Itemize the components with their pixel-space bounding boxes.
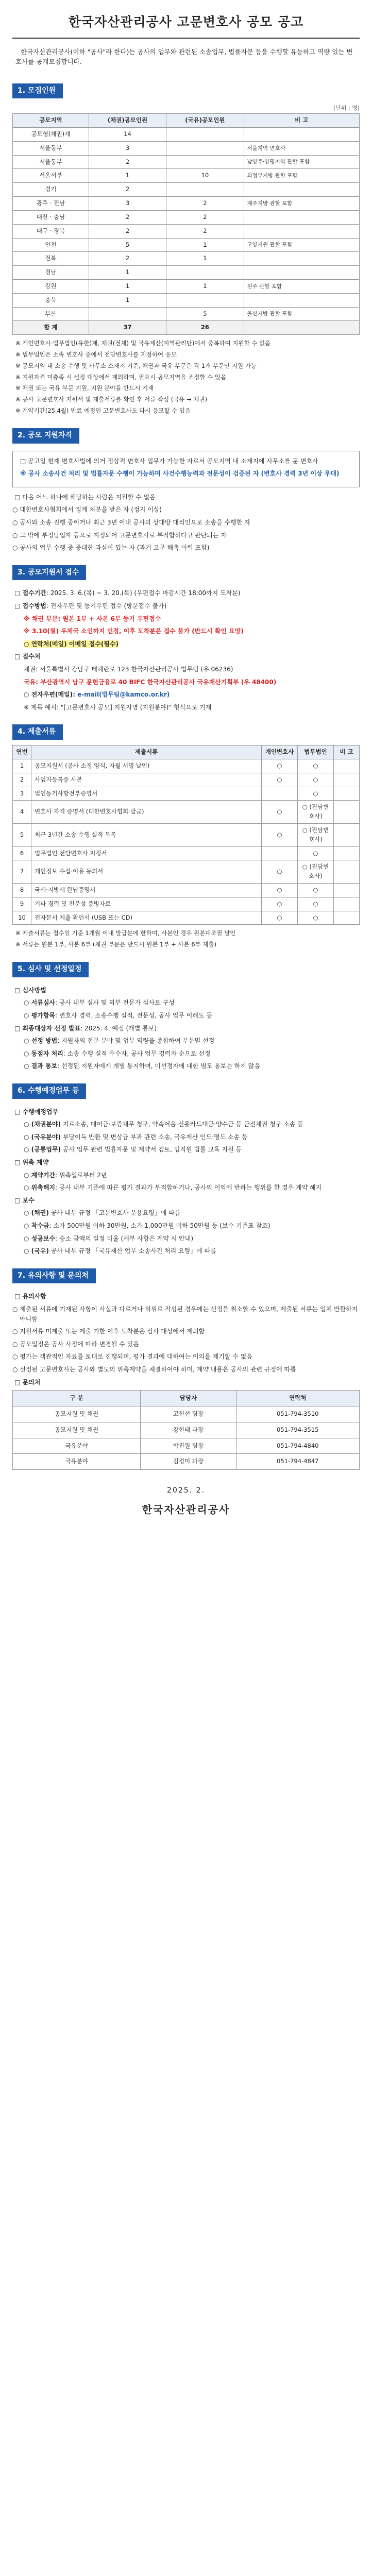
note-item: ※ 개인변호사·법무법인(유한)계, 채권(전체) 및 국유재산(지역관리단)에서 중복하여 지원할 수 없음 (15, 340, 271, 347)
cell-division: 공모지원 및 채권 (13, 1406, 141, 1422)
cell-memo (334, 884, 360, 897)
cell-note: 고양지원 관할 포함 (244, 238, 359, 252)
place-note: 국유: 부산광역시 남구 문현금융로 40 BIFC 한국자산관리공사 국유재산기획부 (우 48400) (24, 678, 277, 686)
cell-personal: ○ (262, 911, 298, 925)
schedule-items (12, 986, 360, 1071)
cell-bond: 1 (89, 293, 166, 307)
document-notes (15, 929, 360, 950)
method-label: □ 접수방법 (14, 602, 46, 610)
table-row (13, 801, 360, 824)
unit-label: (단위 : 명) (333, 105, 360, 112)
table-row (13, 128, 360, 142)
method-row (14, 601, 360, 611)
item-text: : 지원자의 전문 분야 및 업무 역량을 종합하여 부문별 선정 (57, 1037, 215, 1045)
footer-date: 2025. 2. (167, 1486, 205, 1495)
item-text: 공사 내부 규정 「국유재산 업무 소송사건 처리 요령」에 따름 (48, 1247, 216, 1255)
section-2-heading: 2. 공모 지원자격 (12, 428, 79, 444)
col-phone: 연락처 (236, 1391, 359, 1406)
cell-bond: 37 (89, 321, 166, 335)
cell-note: 서울지역 변호사 (244, 141, 359, 155)
list-item: ○ 선정된 고문변호사는 공사와 별도의 위촉계약을 체결하여야 하며, 계약 내용은 공사의 관련 규정에 따름 (12, 1365, 296, 1373)
cell-person: 강현태 과장 (141, 1422, 236, 1438)
section-4-heading: 4. 제출서류 (12, 724, 63, 740)
recruit-table (12, 113, 360, 335)
caution-list (12, 1304, 360, 1375)
table-row (13, 787, 360, 801)
cell-person: 박진원 팀장 (141, 1438, 236, 1454)
email-row (24, 690, 360, 700)
cell-doc: 개인정보 수집·이용 동의서 (31, 860, 262, 884)
table-row (13, 759, 360, 773)
cell-region: 경기 (13, 183, 89, 197)
cell-personal: ○ (262, 884, 298, 897)
cell-region: 서울동부 (13, 141, 89, 155)
cell-region: 인천 (13, 238, 89, 252)
note-item: ※ 채권 또는 국유 부문 지원, 지원 분야를 반드시 기재 (15, 384, 154, 392)
method-warning-2: ※ 3.10(월) 우체국 소인까지 인정, 이후 도착분은 접수 불가 (반드시 확인 요망) (24, 628, 244, 635)
cell-gov: 1 (166, 279, 244, 293)
section-1-heading: 1. 모집인원 (12, 83, 63, 99)
item-label: ○ 성공보수 (24, 1234, 56, 1242)
cell-firm: ○ (298, 759, 334, 773)
cell-firm: ○ (전담변호사) (298, 823, 334, 846)
cell-gov: 10 (166, 169, 244, 183)
cell-memo (334, 846, 360, 860)
item-label: ○ 계약기간 (24, 1171, 56, 1179)
cell-personal: ○ (262, 823, 298, 846)
list-item: ○ 공사와 소송 진행 중이거나 최근 3년 이내 공사의 상대방 대리인으로 소송을 수행한 자 (12, 518, 250, 526)
place-value: 채권: 서울특별시 강남구 테헤란로 123 한국자산관리공사 법무팀 (우 06236) (24, 666, 233, 673)
note-item: ※ 공사 고문변호사 지원서 및 제출서류를 확인 후 서류 작성 (국유 → 채권) (15, 396, 208, 403)
col-bond: (채권)공모인원 (89, 114, 166, 128)
cell-doc: 전자문서 제출 확인서 (USB 또는 CD) (31, 911, 262, 925)
note-item: ※ 제출서류는 접수일 기준 1개월 이내 발급분에 한하며, 사본인 경우 원본대조필 날인 (15, 929, 236, 937)
cell-region: 부산 (13, 307, 89, 321)
cell-bond: 1 (89, 266, 166, 280)
cell-note: 원주 관할 포함 (244, 279, 359, 293)
intro-paragraph: 한국자산관리공사(이하 "공사"라 한다)는 공사의 업무와 관련된 소송업무, 법률자문 등을 수행할 유능하고 역량 있는 변호사를 공개모집합니다. (15, 47, 353, 66)
table-row (13, 183, 360, 197)
col-region: 공모지역 (13, 114, 89, 128)
cell-gov: 2 (166, 197, 244, 211)
cell-gov (166, 266, 244, 280)
cell-personal: ○ (262, 801, 298, 824)
cell-bond: 2 (89, 210, 166, 224)
cell-personal: ○ (262, 773, 298, 787)
item-text: 지료소송, 대여금·보증채무 청구, 약속어음·신용카드대금·양수금 등 금전채권 청구 소송 등 (61, 1121, 303, 1128)
cell-bond: 3 (89, 197, 166, 211)
qualification-note: ※ 공사 소송사건 처리 및 법률자문 수행이 가능하며 사건수행능력과 전문성이 검증된 자 (변호사 경력 3년 이상 우대) (20, 470, 340, 478)
item-label: □ 수행예정업무 (14, 1108, 59, 1115)
note-item: ※ 법무법인은 소속 변호사 중에서 전담변호사를 지정하여 응모 (15, 351, 177, 359)
cell-doc: 법무법인 전담변호사 지정서 (31, 846, 262, 860)
item-text: : 소송 수행 실적 우수자, 공사 업무 경력자 순으로 선정 (63, 1049, 211, 1057)
table-row (13, 911, 360, 925)
cell-phone: 051-794-3515 (236, 1422, 359, 1438)
table-row (13, 897, 360, 911)
item-row (14, 1196, 360, 1206)
total-row (13, 321, 360, 335)
item-text: : 선정된 지원자에게 개별 통지하며, 미선정자에 대한 별도 통보는 하지 않음 (57, 1062, 260, 1070)
item-label: ○ 서류심사 (24, 999, 56, 1007)
place-label: □ 접수처 (14, 653, 41, 660)
qualification-box (12, 451, 360, 487)
table-row (13, 279, 360, 293)
cell-personal: ○ (262, 759, 298, 773)
item-row (14, 1024, 360, 1033)
item-row (24, 1183, 360, 1193)
item-row (24, 1246, 360, 1256)
cell-region: 경남 (13, 266, 89, 280)
cell-no: 1 (13, 759, 31, 773)
cell-memo (334, 759, 360, 773)
cell-person: 김정미 과장 (141, 1454, 236, 1470)
cell-firm: ○ (298, 773, 334, 787)
cell-gov: 1 (166, 252, 244, 266)
table-row (13, 238, 360, 252)
cell-no: 10 (13, 911, 31, 925)
cell-note: 울산지방 관할 포함 (244, 307, 359, 321)
note-item: ※ 서류는 원본 1부, 사본 6부 (채권 부문은 반드시 원본 1부 + 사본 6부 제출) (15, 941, 217, 948)
list-item: ○ 제출된 서류에 기재된 사항이 사실과 다르거나 허위로 작성된 경우에는 선정을 취소할 수 있으며, 제출된 서류는 일체 반환하지 아니함 (12, 1306, 358, 1323)
cell-gov (166, 293, 244, 307)
cell-region: 서울서부 (13, 169, 89, 183)
cell-gov: 2 (166, 210, 244, 224)
col-firm: 법무법인 (298, 745, 334, 759)
cell-bond: 1 (89, 279, 166, 293)
cell-note (244, 321, 359, 335)
cell-personal (262, 787, 298, 801)
cell-firm: ○ (298, 787, 334, 801)
method-value: : 전자우편 및 등기우편 접수 (방문접수 불가) (46, 602, 167, 610)
cell-no: 9 (13, 897, 31, 911)
cell-person: 고현선 팀장 (141, 1406, 236, 1422)
item-text: : 소가 500만원 이하 30만원, 소가 1,000만원 이하 50만원 등 (보수 기준표 참조) (49, 1222, 270, 1229)
cell-region: 공모형(채권)계 (13, 128, 89, 142)
cell-gov: 1 (166, 238, 244, 252)
cell-memo (334, 823, 360, 846)
email-label: ○ 전자우편(메일) (24, 691, 73, 699)
period-row (14, 588, 360, 598)
note-item: ※ 공모지역 내 소송 수행 및 사무소 소재지 기준, 채권과 국유 부문은 각 1개 부문만 지원 가능 (15, 362, 257, 369)
footer-org: 한국자산관리공사 (142, 1503, 230, 1516)
item-label: ○ 동점자 처리 (24, 1049, 63, 1057)
period-value: : 2025. 3. 6.(목) ~ 3. 20.(목) (우편접수 마감시간 18:00까지 도착분) (46, 589, 241, 597)
cell-note (244, 252, 359, 266)
item-text: : 공사 내부 심사 및 외부 전문가 심사로 구성 (55, 999, 175, 1007)
cell-bond: 14 (89, 128, 166, 142)
cell-region: 합 계 (13, 321, 89, 335)
list-item: ○ 공사의 업무 수행 중 중대한 과실이 있는 자 (과거 고문 해촉 이력 포함) (12, 544, 210, 552)
cell-doc: 변호사 자격 증명서 (대한변호사협회 발급) (31, 801, 262, 824)
exclusion-list (12, 505, 360, 552)
section-3-heading: 3. 공모지원서 접수 (12, 565, 86, 581)
cell-doc: 사업자등록증 사본 (31, 773, 262, 787)
duty-items (12, 1107, 360, 1256)
cell-region: 강원 (13, 279, 89, 293)
cell-region: 대구 · 경북 (13, 224, 89, 238)
cell-gov: 5 (166, 307, 244, 321)
contact-table (12, 1390, 360, 1470)
cell-gov (166, 128, 244, 142)
item-row (24, 998, 360, 1008)
list-item: ○ 지원서류 미제출 또는 제출 기한 이후 도착분은 심사 대상에서 제외함 (12, 1328, 205, 1335)
caution-label: □ 유의사항 (14, 1293, 46, 1300)
item-label: ○ (채권분야) (24, 1121, 61, 1128)
cell-no: 8 (13, 884, 31, 897)
table-row (13, 1422, 360, 1438)
cell-region: 대전 · 충남 (13, 210, 89, 224)
cell-bond: 3 (89, 141, 166, 155)
item-text: 공사 업무 관련 법률자문 및 계약서 검토, 임직원 법률 교육 지원 등 (61, 1146, 242, 1154)
item-text: : 공사 내부 기준에 따른 평가 결과가 부적합하거나, 공사의 이익에 반하는 행위를 한 경우 계약 해지 (55, 1184, 322, 1192)
cell-memo (334, 773, 360, 787)
cell-memo (334, 897, 360, 911)
cell-memo (334, 801, 360, 824)
item-row (14, 1107, 360, 1117)
table-row (13, 293, 360, 307)
email-note: ※ 제목 예시: "[고문변호사 공모] 지원자명 (지원분야)" 형식으로 기재 (24, 703, 212, 711)
section-6-heading: 6. 수행예정업무 등 (12, 1083, 86, 1099)
place-row (14, 652, 360, 662)
table-row (13, 169, 360, 183)
cell-doc: 기타 경력 및 전문성 증빙자료 (31, 897, 262, 911)
contact-label: □ 문의처 (14, 1378, 41, 1386)
cell-doc: 법인등기사항전부증명서 (31, 787, 262, 801)
col-memo: 비 고 (334, 745, 360, 759)
method-warning: ※ 채권 부문: 원본 1부 + 사본 6부 등기 우편접수 (24, 615, 161, 622)
item-label: □ 보수 (14, 1196, 35, 1204)
cell-gov: 2 (166, 224, 244, 238)
item-row (24, 1234, 360, 1244)
exclusion-intro: □ 다음 어느 하나에 해당하는 사람은 지원할 수 없음 (14, 493, 156, 501)
cell-firm: ○ (298, 897, 334, 911)
item-text: : 2025. 4. 예정 (개별 통보) (80, 1024, 157, 1032)
cell-firm: ○ (전담변호사) (298, 860, 334, 884)
cell-firm: ○ (전담변호사) (298, 801, 334, 824)
cell-doc: 공모지원서 (공사 소정 양식, 자필 서명 날인) (31, 759, 262, 773)
item-row (24, 1049, 360, 1059)
list-item: ○ 평가는 객관적인 자료를 토대로 진행되며, 평가 결과에 대하여는 이의를 제기할 수 없음 (12, 1353, 252, 1361)
item-text: : 변호사 경력, 소송수행 실적, 전문성, 공사 업무 이해도 등 (55, 1011, 212, 1019)
col-note: 비 고 (244, 114, 359, 128)
cell-gov (166, 183, 244, 197)
cell-bond: 5 (89, 238, 166, 252)
cell-no: 3 (13, 787, 31, 801)
list-item: ○ 그 밖에 부정당업자 등으로 지정되어 고문변호사로 부적합하다고 판단되는 자 (12, 531, 227, 539)
cell-phone: 051-794-3510 (236, 1406, 359, 1422)
cell-firm: ○ (298, 846, 334, 860)
item-label: □ 위촉 계약 (14, 1158, 49, 1166)
mail-label: ○ 연락처(메일) 이메일 접수(필수) (24, 640, 119, 648)
cell-personal: ○ (262, 860, 298, 884)
item-row (24, 1011, 360, 1021)
item-row (24, 1145, 360, 1155)
cell-note (244, 266, 359, 280)
cell-firm: ○ (298, 911, 334, 925)
cell-memo (334, 911, 360, 925)
cell-note (244, 293, 359, 307)
cell-phone: 051-794-4840 (236, 1438, 359, 1454)
section-7-heading: 7. 유의사항 및 문의처 (12, 1268, 96, 1284)
item-label: ○ 착수금 (24, 1222, 49, 1229)
item-row (24, 1208, 360, 1218)
col-doc: 제출서류 (31, 745, 262, 759)
cell-personal: ○ (262, 897, 298, 911)
cell-memo (334, 787, 360, 801)
cell-region: 서울동부 (13, 155, 89, 169)
table-row (13, 224, 360, 238)
cell-note: 제주지방 관할 포함 (244, 197, 359, 211)
table-row (13, 210, 360, 224)
col-personal: 개인변호사 (262, 745, 298, 759)
cell-region: 전북 (13, 252, 89, 266)
item-label: ○ (공통업무) (24, 1146, 61, 1154)
cell-personal (262, 846, 298, 860)
cell-doc: 최근 3년간 소송 수행 실적 목록 (31, 823, 262, 846)
table-row (13, 141, 360, 155)
col-gov: (국유)공모인원 (166, 114, 244, 128)
cell-memo (334, 860, 360, 884)
item-label: □ 심사방법 (14, 986, 46, 994)
cell-gov (166, 141, 244, 155)
note-item: ※ 지원자격 미충족 시 선정 대상에서 제외하며, 필요시 공모지역을 조정할 수 있음 (15, 373, 226, 381)
table-row (13, 252, 360, 266)
table-row (13, 773, 360, 787)
cell-gov: 26 (166, 321, 244, 335)
cell-region: 광주 · 전남 (13, 197, 89, 211)
cell-no: 2 (13, 773, 31, 787)
item-row (24, 1061, 360, 1071)
cell-division: 국유분야 (13, 1454, 141, 1470)
item-label: ○ (채권) (24, 1209, 49, 1217)
table-row (13, 846, 360, 860)
item-label: ○ 결과 통보 (24, 1062, 58, 1070)
email-link[interactable]: : e-mail(법무팀@kamco.or.kr) (73, 691, 170, 699)
cell-note: 의정부지방 관할 포함 (244, 169, 359, 183)
cell-no: 7 (13, 860, 31, 884)
item-label: ○ (국유) (24, 1247, 49, 1255)
table-row (13, 1438, 360, 1454)
section-5-heading: 5. 심사 및 선정일정 (12, 962, 89, 977)
item-row (24, 1221, 360, 1231)
cell-bond (89, 307, 166, 321)
cell-doc: 국세·지방세 완납증명서 (31, 884, 262, 897)
cell-division: 공모지원 및 채권 (13, 1422, 141, 1438)
cell-no: 4 (13, 801, 31, 824)
cell-note (244, 224, 359, 238)
recruit-notes (15, 339, 360, 416)
col-person: 담당자 (141, 1391, 236, 1406)
item-row (24, 1120, 360, 1129)
item-label: □ 최종대상자 선정 발표 (14, 1024, 81, 1032)
table-row (13, 307, 360, 321)
item-row (14, 1158, 360, 1167)
qualification-main: □ 공고일 현재 변호사법에 의거 정상적 변호사 업무가 가능한 자로서 공모지역 내 소재지에 사무소를 둔 변호사 (20, 457, 318, 465)
col-no: 연번 (13, 745, 31, 759)
item-label: ○ 위촉해지 (24, 1184, 56, 1192)
note-item: ※ 계약기간(25.4월) 만료 예정인 고문변호사도 다시 응모할 수 있음 (15, 407, 191, 415)
item-row (24, 1036, 360, 1046)
period-label: □ 접수기간 (14, 589, 46, 597)
table-row (13, 1406, 360, 1422)
cell-note (244, 128, 359, 142)
table-row (13, 1454, 360, 1470)
list-item: ○ 대한변호사협회에서 징계 처분을 받은 자 (정지 이상) (12, 506, 162, 514)
cell-bond: 2 (89, 155, 166, 169)
table-row (13, 860, 360, 884)
table-row (13, 823, 360, 846)
cell-bond: 2 (89, 183, 166, 197)
item-row (24, 1171, 360, 1180)
table-row (13, 266, 360, 280)
cell-division: 국유분야 (13, 1438, 141, 1454)
item-label: ○ 평가항목 (24, 1011, 56, 1019)
cell-firm: ○ (298, 884, 334, 897)
cell-region: 충북 (13, 293, 89, 307)
item-row (24, 1132, 360, 1142)
documents-table (12, 745, 360, 925)
cell-gov (166, 155, 244, 169)
cell-bond: 2 (89, 252, 166, 266)
cell-bond: 1 (89, 169, 166, 183)
page-title: 한국자산관리공사 고문변호사 공모 공고 (12, 9, 360, 39)
list-item: ○ 공모일정은 공사 사정에 따라 변경될 수 있음 (12, 1340, 139, 1348)
item-row (14, 986, 360, 995)
item-text: : 위촉일로부터 2년 (55, 1171, 107, 1179)
item-text: 부당이득 반환 및 변상금 부과 관련 소송, 국유재산 인도·명도 소송 등 (61, 1133, 248, 1141)
cell-phone: 051-794-4847 (236, 1454, 359, 1470)
table-row (13, 155, 360, 169)
item-text: : 승소 금액의 일정 비율 (세부 사항은 계약 시 안내) (55, 1234, 194, 1242)
cell-note (244, 183, 359, 197)
cell-note (244, 210, 359, 224)
cell-no: 6 (13, 846, 31, 860)
cell-no: 5 (13, 823, 31, 846)
table-row (13, 884, 360, 897)
table-row (13, 197, 360, 211)
cell-bond: 2 (89, 224, 166, 238)
col-division: 구 분 (13, 1391, 141, 1406)
cell-note: 남양주·양평지역 관할 포함 (244, 155, 359, 169)
item-label: ○ 선정 방법 (24, 1037, 58, 1045)
item-label: ○ (국유분야) (24, 1133, 61, 1141)
item-text: 공사 내부 규정 「고문변호사 운용요령」에 따름 (48, 1209, 181, 1217)
